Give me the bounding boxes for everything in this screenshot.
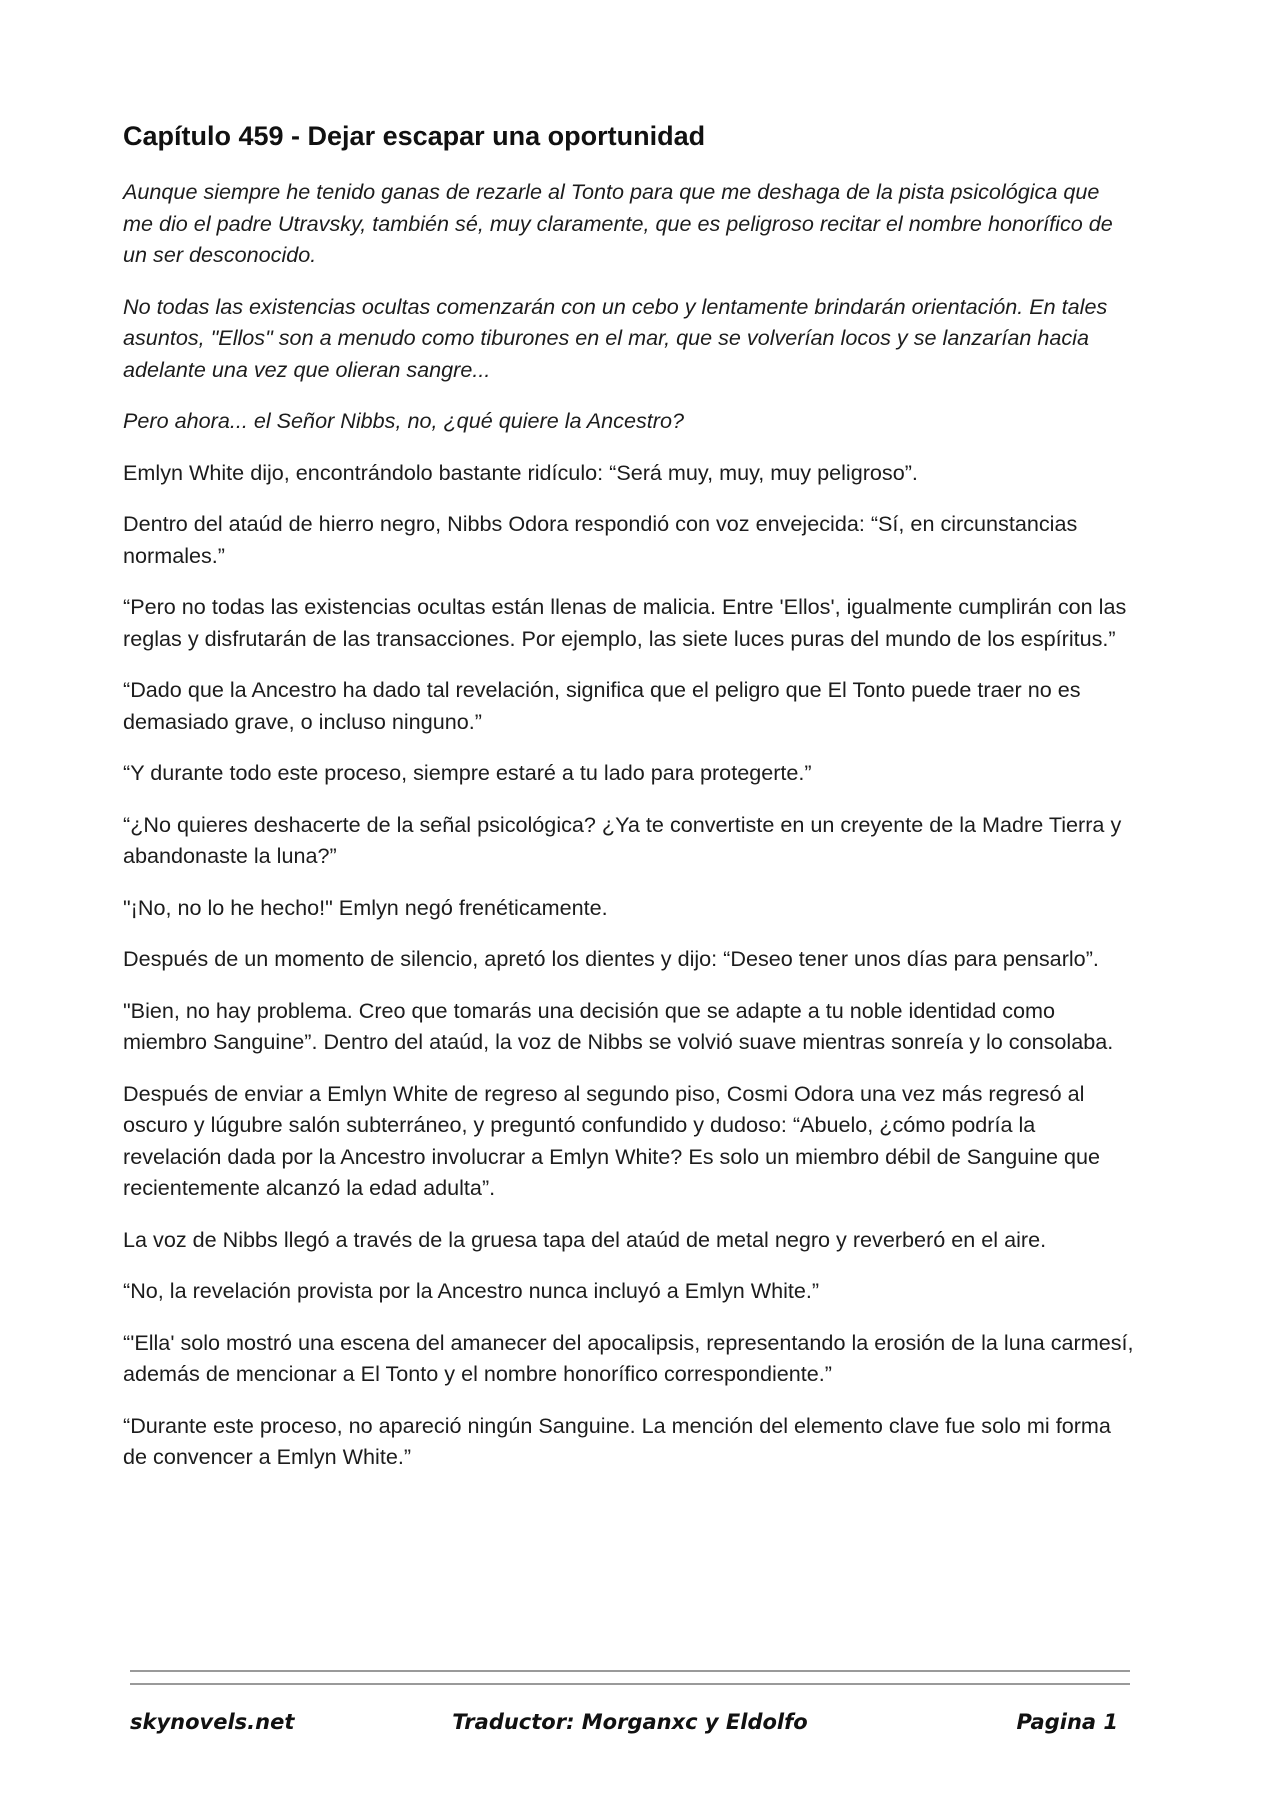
footer-divider-bottom <box>130 1683 1130 1685</box>
footer-site: skynovels.net <box>130 1710 295 1734</box>
chapter-title: Capítulo 459 - Dejar escapar una oportunidad <box>123 121 706 151</box>
paragraph: "Bien, no hay problema. Creo que tomarás una decisión que se adapte a tu noble identidad como miembro Sanguine”. Dentro del ataúd, la voz de Nibbs se volvió suave mientras sonreía y lo consolaba. <box>123 997 1114 1054</box>
paragraph: Después de un momento de silencio, apretó los dientes y dijo: “Deseo tener unos días para pensarlo”. <box>123 946 1099 971</box>
paragraph: "¡No, no lo he hecho!" Emlyn negó frenéticamente. <box>123 894 608 920</box>
paragraph: “Pero no todas las existencias ocultas están llenas de malicia. Entre 'Ellos', igualmente cumplirán con las reglas y disfrutarán de las transacciones. Por ejemplo, las siete luces puras del mundo de los espíritus.” <box>123 594 1127 651</box>
paragraph: “Durante este proceso, no apareció ningún Sanguine. La mención del elemento clave fue solo mi forma de convencer a Emlyn White.” <box>123 1412 1111 1469</box>
page-footer <box>130 1710 1130 1750</box>
paragraph: Pero ahora... el Señor Nibbs, no, ¿qué quiere la Ancestro? <box>123 408 684 433</box>
paragraph: Aunque siempre he tenido ganas de rezarle al Tonto para que me deshaga de la pista psicológica que me dio el padre Utravsky, también sé, muy claramente, que es peligroso recitar el nombre honorífico de un ser desconocido. <box>123 179 1113 267</box>
paragraph: Emlyn White dijo, encontrándolo bastante ridículo: “Será muy, muy, muy peligroso”. <box>123 459 918 485</box>
paragraph: “Dado que la Ancestro ha dado tal revelación, significa que el peligro que El Tonto puede traer no es demasiado grave, o incluso ninguno.” <box>123 677 1081 734</box>
paragraph: No todas las existencias ocultas comenzarán con un cebo y lentamente brindarán orientación. En tales asuntos, "Ellos" son a menudo como tiburones en el mar, que se volverían locos y se lanzarían hacia adelante una vez que olieran sangre... <box>123 293 1108 382</box>
paragraph-list <box>123 176 1135 1473</box>
paragraph: Después de enviar a Emlyn White de regreso al segundo piso, Cosmi Odora una vez más regresó al oscuro y lúgubre salón subterráneo, y preguntó confundido y dudoso: “Abuelo, ¿cómo podría la revelación dada por la Ancestro involucrar a Emlyn White? Es solo un miembro débil de Sanguine que recientemente alcanzó la edad adulta”. <box>123 1080 1101 1200</box>
paragraph: Dentro del ataúd de hierro negro, Nibbs Odora respondió con voz envejecida: “Sí, en circunstancias normales.” <box>123 511 1078 568</box>
paragraph: “No, la revelación provista por la Ancestro nunca incluyó a Emlyn White.” <box>123 1278 820 1303</box>
paragraph: “'Ella' solo mostró una escena del amanecer del apocalipsis, representando la erosión de la luna carmesí, además de mencionar a El Tonto y el nombre honorífico correspondiente.” <box>123 1329 1134 1386</box>
footer-translator: Traductor: Morganxc y Eldolfo <box>452 1710 808 1734</box>
footer-page-number: Pagina 1 <box>1016 1710 1118 1734</box>
paragraph: “¿No quieres deshacerte de la señal psicológica? ¿Ya te convertiste en un creyente de la Madre Tierra y abandonaste la luna?” <box>123 811 1122 868</box>
paragraph: La voz de Nibbs llegó a través de la gruesa tapa del ataúd de metal negro y reverberó en el aire. <box>123 1226 1047 1252</box>
paragraph: “Y durante todo este proceso, siempre estaré a tu lado para protegerte.” <box>123 760 812 785</box>
document-body <box>123 118 1135 1493</box>
footer-divider-top <box>130 1670 1130 1672</box>
